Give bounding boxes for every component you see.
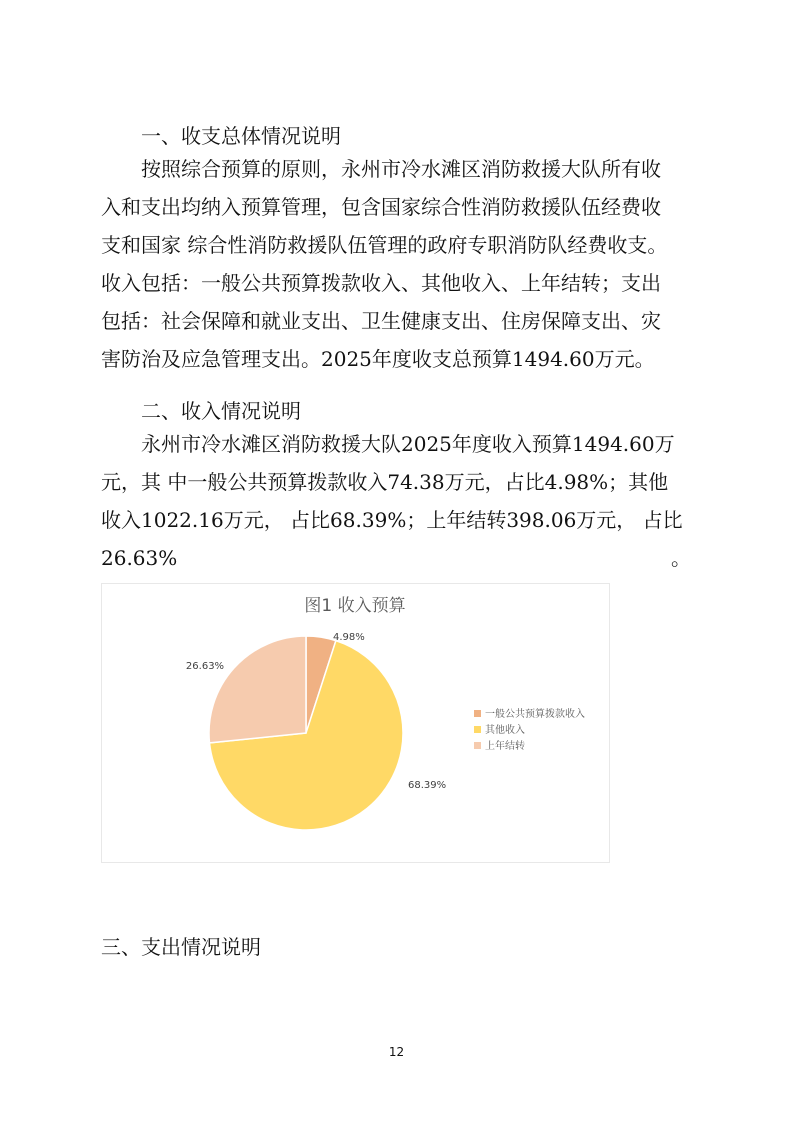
pie-data-label: 68.39% [408,780,447,791]
legend-swatch [474,726,481,733]
section1-line: 按照综合预算的原则，永州市冷水滩区消防救援大队所有收 [141,157,661,181]
section3-heading: 三、支出情况说明 [101,935,261,959]
section2-trailing-mark: 。 [671,546,691,570]
legend-label: 一般公共预算拨款收入 [485,709,585,720]
page-number: 12 [388,1045,405,1059]
section1-line: 支和国家 综合性消防救援队伍管理的政府专职消防队经费收支。 [101,233,668,257]
legend-swatch [474,742,481,749]
section1-heading: 一、收支总体情况说明 [141,124,341,148]
section1-line: 收入包括：一般公共预算拨款收入、其他收入、上年结转；支出 [101,271,661,295]
pie-data-label: 26.63% [185,661,225,672]
section2-heading: 二、收入情况说明 [141,399,301,423]
section2-line: 永州市冷水滩区消防救援大队2025年度收入预算1494.60万 [141,432,675,456]
legend-swatch [474,710,481,717]
pie-slice [209,636,306,743]
section2-line: 收入1022.16万元， 占比68.39%；上年结转398.06万元， 占比 [101,508,683,532]
section1-line: 包括：社会保障和就业支出、卫生健康支出、住房保障支出、灾 [101,309,661,333]
income-pie-chart [101,583,610,863]
chart-title: 图1 收入预算 [304,596,406,616]
section2-line: 26.63% [101,546,178,570]
section1-line: 入和支出均纳入预算管理，包含国家综合性消防救援队伍经费收 [101,195,661,219]
pie-data-label: 4.98% [333,632,365,643]
section1-line: 害防治及应急管理支出。2025年度收支总预算1494.60万元。 [101,347,655,371]
section2-line: 元，其 中一般公共预算拨款收入74.38万元，占比4.98%；其他 [101,470,669,494]
legend-label: 其他收入 [485,725,525,736]
pie-chart-svg [102,584,609,862]
legend-label: 上年结转 [485,741,525,752]
